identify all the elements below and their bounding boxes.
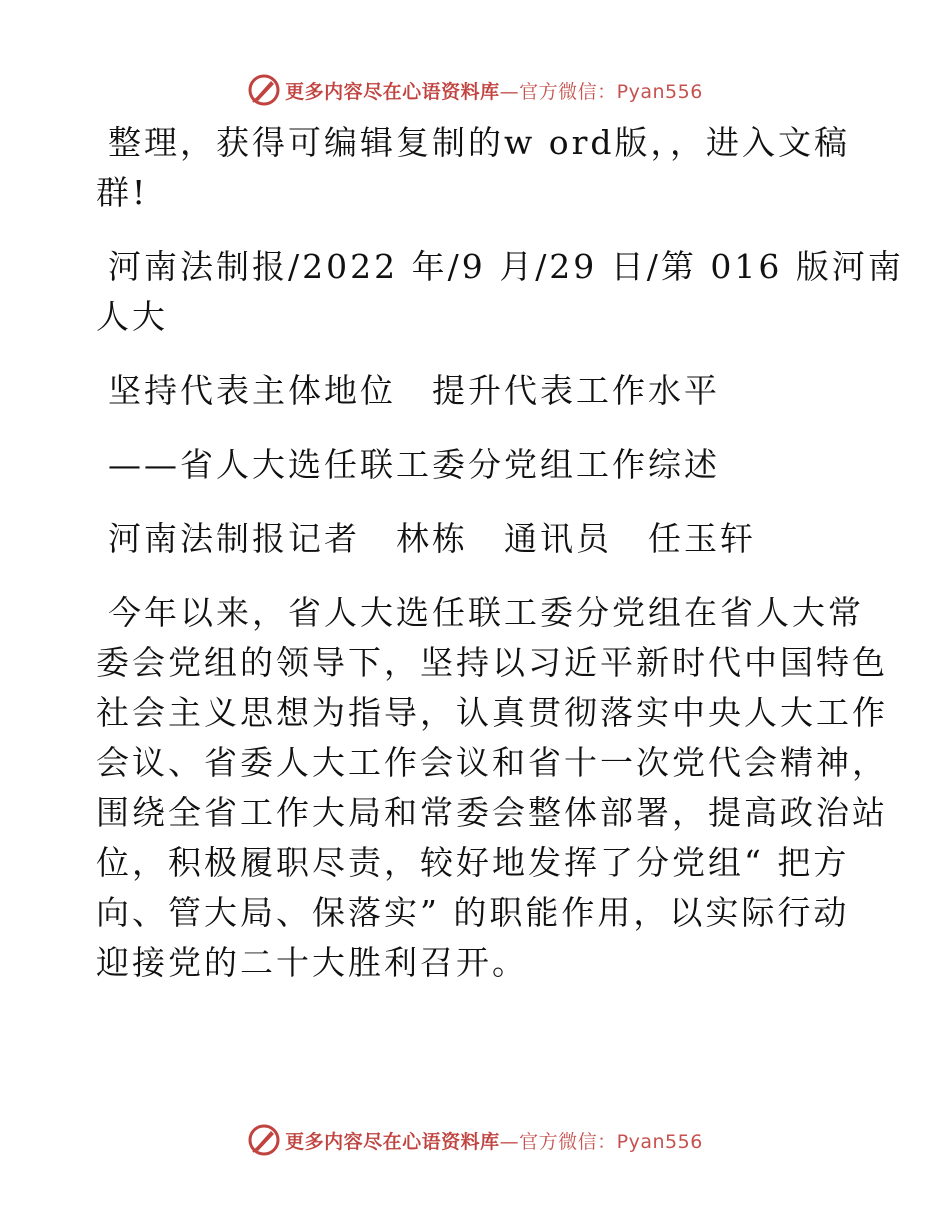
text-line: 围绕全省工作大局和常委会整体部署，提高政治站 — [96, 793, 888, 832]
watermark-wechat-text: 官方微信：Pyan556 — [519, 1130, 703, 1153]
watermark-dash: — — [499, 1130, 520, 1153]
footer-watermark — [0, 1120, 950, 1160]
intro-paragraph — [96, 118, 856, 218]
text-line: 委会党组的领导下，坚持以习近平新时代中国特色 — [96, 643, 888, 682]
watermark-brand-text: 更多内容尽在心语资料库 — [285, 80, 500, 103]
text-line: 今年以来，省人大选任联工委分党组在省人大常 — [108, 593, 864, 632]
source-line — [96, 242, 904, 342]
text-line: 社会主义思想为指导，认真贯彻落实中央人大工作 — [96, 693, 888, 732]
text-line: 向、管大局、保落实” 的职能作用，以实际行动 — [96, 893, 850, 932]
body-paragraph — [96, 588, 888, 988]
text-line: 河南法制报/2022 年/9 月/29 日/第 016 版河南 — [108, 247, 904, 286]
quill-logo-icon — [247, 73, 281, 107]
article-byline: 河南法制报记者 林栋 通讯员 任玉轩 — [108, 519, 756, 558]
text-line: 迎接党的二十大胜利召开。 — [96, 943, 528, 982]
header-watermark — [0, 70, 950, 110]
watermark-brand-text: 更多内容尽在心语资料库 — [285, 1130, 500, 1153]
watermark-dash: — — [499, 80, 520, 103]
quill-logo-icon — [247, 1123, 281, 1157]
text-line: 群! — [96, 173, 149, 212]
text-line: 会议、省委人大工作会议和省十一次党代会精神， — [96, 743, 888, 782]
article-subtitle: ——省人大选任联工委分党组工作综述 — [108, 445, 720, 484]
watermark-wechat-text: 官方微信：Pyan556 — [519, 80, 703, 103]
article-title: 坚持代表主体地位 提升代表工作水平 — [108, 371, 720, 410]
text-line: 整理，获得可编辑复制的w ord版，，进入文稿 — [108, 123, 851, 162]
document-body — [96, 118, 904, 1012]
text-line: 位，积极履职尽责，较好地发挥了分党组“ 把方 — [96, 843, 850, 882]
text-line: 人大 — [96, 297, 168, 336]
